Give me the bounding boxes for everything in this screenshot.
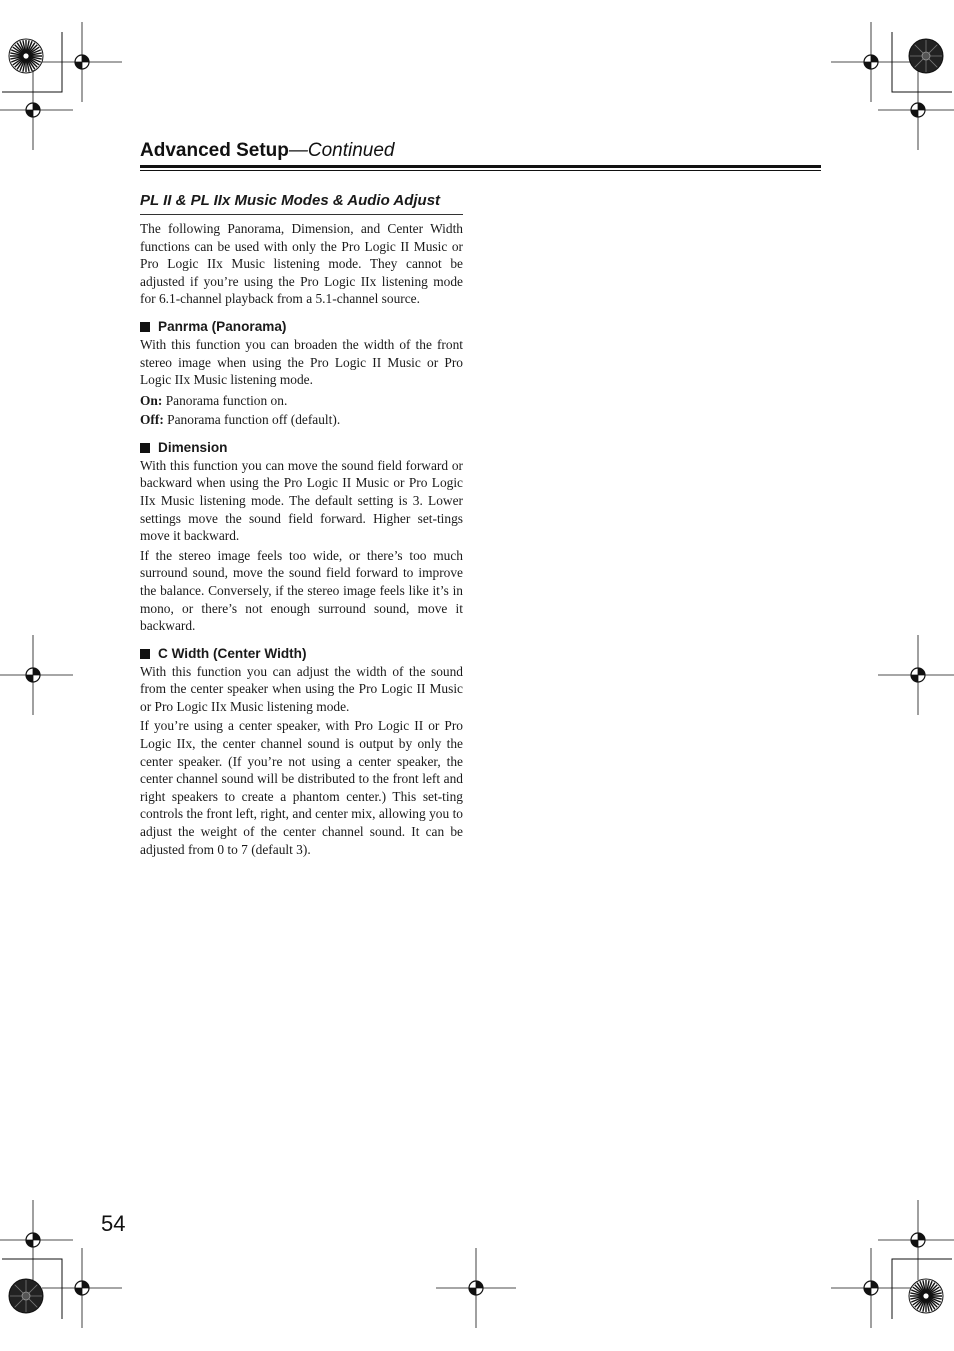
text-column (140, 192, 463, 860)
dimension-body-2: If the stereo image feels too wide, or there’s too much surround sound, move the sound field forward to improve the balance. Conversely, if the stereo image feels like it’s in mono, or there’s not enough surround sound, move it backward. (140, 547, 463, 634)
section-title: PL II & PL IIx Music Modes & Audio Adjust (140, 192, 463, 215)
registration-crosshair-icon (42, 22, 122, 102)
black-square-bullet-icon (140, 443, 150, 453)
registration-crosshair-icon (878, 635, 954, 715)
starburst-calibration-icon (9, 1279, 43, 1313)
header-title: Advanced Setup (140, 140, 289, 161)
registration-crosshair-icon (42, 1248, 122, 1328)
cwidth-body-2: If you’re using a center speaker, with Pro Logic II or Pro Logic IIx, the center channel sound is output by only the center speaker. (If you’re not using a center speaker, the center channel sound will be distributed to the front left and right speakers to create a phantom center.) This set-ting controls the front left, right, and center mix, allowing you to adjust the weight of the center channel sound. It can be adjusted from 0 to 7 (default 3). (140, 718, 463, 857)
dimension-heading (140, 439, 463, 457)
registration-crosshair-icon (436, 1248, 516, 1328)
panorama-off-text: Panorama function off (default). (167, 411, 341, 427)
header-continued: —Continued (288, 140, 395, 161)
registration-crosshair-icon (831, 22, 911, 102)
registration-crosshair-icon (878, 1200, 954, 1280)
black-square-bullet-icon (140, 649, 150, 659)
registration-crosshair-icon (831, 1248, 911, 1328)
cwidth-heading-text: C Width (Center Width) (158, 645, 307, 661)
dimension-heading-text: Dimension (158, 439, 228, 455)
panorama-off-row (140, 410, 463, 429)
panorama-body: With this function you can broaden the width of the front stereo image when using the Pro Logic II Music or Pro Logic IIx Music listening mode. (140, 336, 463, 388)
cwidth-heading (140, 645, 463, 663)
panorama-on-row (140, 391, 463, 410)
cwidth-body-1: With this function you can adjust the width of the sound from the center speaker when using the Pro Logic II Music or Pro Logic IIx Music listening mode. (140, 663, 463, 714)
registration-crosshair-icon (878, 70, 954, 150)
header-rule-thin (140, 170, 821, 171)
black-square-bullet-icon (140, 322, 150, 332)
starburst-calibration-icon (909, 39, 943, 73)
running-header (140, 140, 821, 162)
registration-crosshair-icon (0, 635, 73, 715)
panorama-off-label: Off: (140, 411, 164, 427)
starburst-calibration-icon (909, 1279, 943, 1313)
starburst-calibration-icon (9, 39, 43, 73)
header-rule (140, 165, 821, 168)
panorama-heading-text: Panrma (Panorama) (158, 318, 287, 334)
dimension-body-1: With this function you can move the sound field forward or backward when using the Pro Logic II Music or Pro Logic IIx Music listening mode. The default setting is 3. Lower settings move the sound field forward. Higher set-tings move it backward. (140, 457, 463, 544)
panorama-on-label: On: (140, 392, 163, 408)
panorama-heading (140, 318, 463, 336)
page-number: 54 (101, 1211, 126, 1236)
panorama-on-text: Panorama function on. (165, 392, 288, 408)
intro-paragraph: The following Panorama, Dimension, and Center Width functions can be used with only the Pro Logic II Music or Pro Logic IIx Music listening mode. They cannot be adjusted if you’re using the Pro Logic IIx listening mode for 6.1-channel playback from a 5.1-channel source. (140, 221, 463, 307)
